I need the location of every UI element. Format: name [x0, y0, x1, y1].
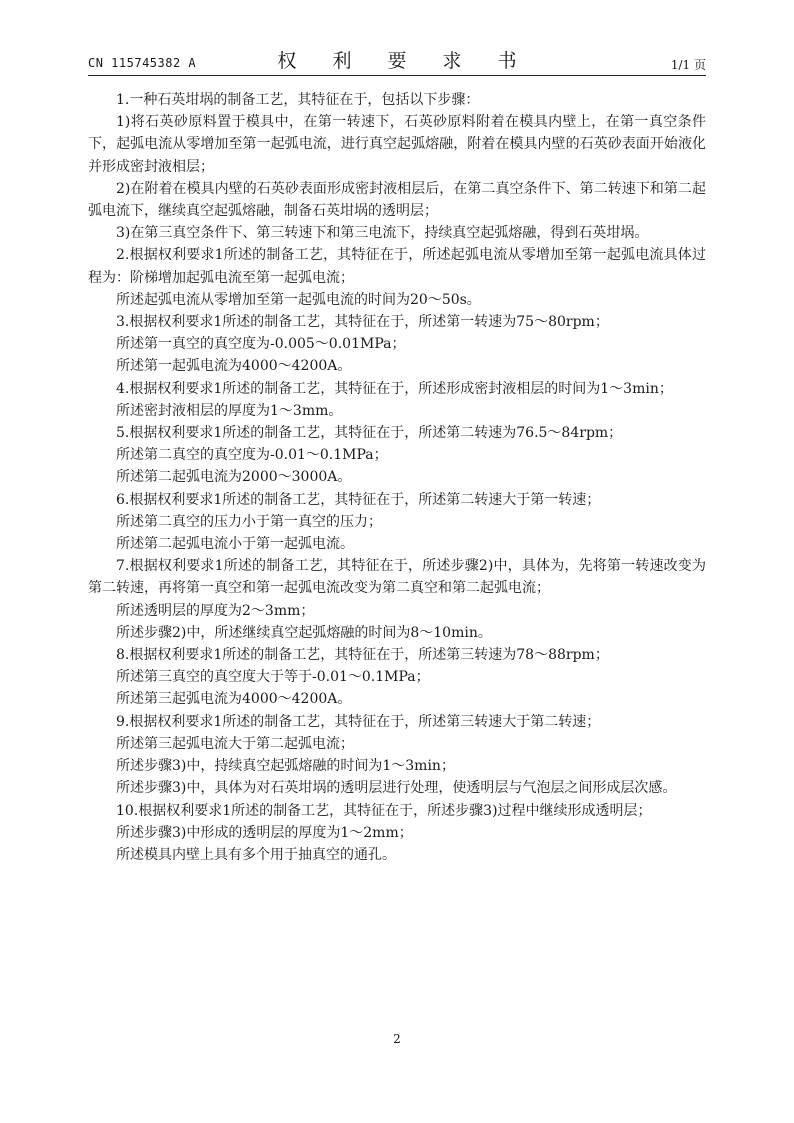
claim-paragraph: 5.根据权利要求1所述的制备工艺，其特征在于，所述第二转速为76.5～84rpm； — [116, 425, 623, 442]
publication-number: CN 115745382 A — [88, 56, 197, 70]
claim-paragraph: 8.根据权利要求1所述的制备工艺，其特征在于，所述第三转速为78～88rpm； — [116, 647, 609, 664]
claim-paragraph: 所述第二起弧电流为2000～3000A。 — [116, 469, 352, 486]
claim-paragraph: 所述第一真空的真空度为-0.005～0.01MPa； — [116, 336, 406, 353]
claim-paragraph: 4.根据权利要求1所述的制备工艺，其特征在于，所述形成密封液相层的时间为1～3min； — [116, 380, 673, 397]
claim-paragraph: 所述第三起弧电流大于第二起弧电流； — [116, 735, 354, 752]
document-title: 权 利 要 求 书 — [277, 50, 532, 72]
claim-paragraph: 所述模具内壁上具有多个用于抽真空的通孔。 — [116, 846, 396, 863]
page-number: 2 — [393, 1032, 401, 1046]
claim-paragraph: 所述第二起弧电流小于第一起弧电流。 — [116, 536, 354, 553]
claim-paragraph: 3)在第三真空条件下、第三转速下和第三电流下，持续真空起弧熔融，得到石英坩埚。 — [116, 225, 649, 242]
claim-paragraph: 10.根据权利要求1所述的制备工艺，其特征在于，所述步骤3)过程中继续形成透明层； — [116, 802, 652, 819]
claim-paragraph: 9.根据权利要求1所述的制备工艺，其特征在于，所述第三转速大于第二转速； — [116, 713, 601, 730]
claim-paragraph: 2.根据权利要求1所述的制备工艺，其特征在于，所述起弧电流从零增加至第一起弧电流具体过程为：阶梯增加起弧电流至第一起弧电流； — [88, 247, 706, 286]
claim-paragraph: 所述步骤3)中，具体为对石英坩埚的透明层进行处理，使透明层与气泡层之间形成层次感。 — [116, 780, 677, 797]
claim-paragraph: 2)在附着在模具内壁的石英砂表面形成密封液相层后，在第二真空条件下、第二转速下和第二起弧电流下，继续真空起弧熔融，制备石英坩埚的透明层； — [88, 180, 706, 220]
claim-paragraph: 所述第一起弧电流为4000～4200A。 — [116, 358, 352, 375]
claim-paragraph: 所述起弧电流从零增加至第一起弧电流的时间为20～50s。 — [116, 291, 481, 308]
claim-paragraph: 所述第三真空的真空度大于等于-0.01～0.1MPa； — [116, 669, 430, 686]
claim-paragraph: 所述步骤3)中，持续真空起弧熔融的时间为1～3min； — [116, 758, 455, 775]
claim-paragraph: 所述步骤2)中，所述继续真空起弧熔融的时间为8～10min。 — [116, 624, 492, 641]
header-divider — [88, 75, 706, 76]
claim-paragraph: 所述步骤3)中形成的透明层的厚度为1～2mm； — [116, 824, 413, 841]
claim-paragraph: 所述第二真空的真空度为-0.01～0.1MPa； — [116, 447, 388, 464]
claim-paragraph: 所述透明层的厚度为2～3mm； — [116, 602, 315, 619]
claim-paragraph: 3.根据权利要求1所述的制备工艺，其特征在于，所述第一转速为75～80rpm； — [116, 314, 609, 331]
claim-paragraph: 所述第二真空的压力小于第一真空的压力； — [116, 513, 382, 530]
claim-paragraph: 7.根据权利要求1所述的制备工艺，其特征在于，所述步骤2)中，具体为，先将第一转速改变为第二转速，再将第一真空和第一起弧电流改变为第二真空和第二起弧电流； — [88, 558, 706, 597]
page-header — [88, 44, 706, 72]
page-indicator: 1/1 页 — [670, 58, 706, 72]
claim-paragraph: 1.一种石英坩埚的制备工艺，其特征在于，包括以下步骤： — [116, 92, 480, 108]
claims-body — [88, 89, 706, 866]
claim-paragraph: 所述密封液相层的厚度为1～3mm。 — [116, 402, 343, 419]
claim-paragraph: 1)将石英砂原料置于模具中，在第一转速下，石英砂原料附着在模具内壁上，在第一真空条件下，起弧电流从零增加至第一起弧电流，进行真空起弧熔融，附着在模具内壁的石英砂表面开始液化并形成密封液相层； — [88, 114, 706, 175]
claim-paragraph: 6.根据权利要求1所述的制备工艺，其特征在于，所述第二转速大于第一转速； — [116, 491, 601, 508]
claim-paragraph: 所述第三起弧电流为4000～4200A。 — [116, 691, 352, 708]
